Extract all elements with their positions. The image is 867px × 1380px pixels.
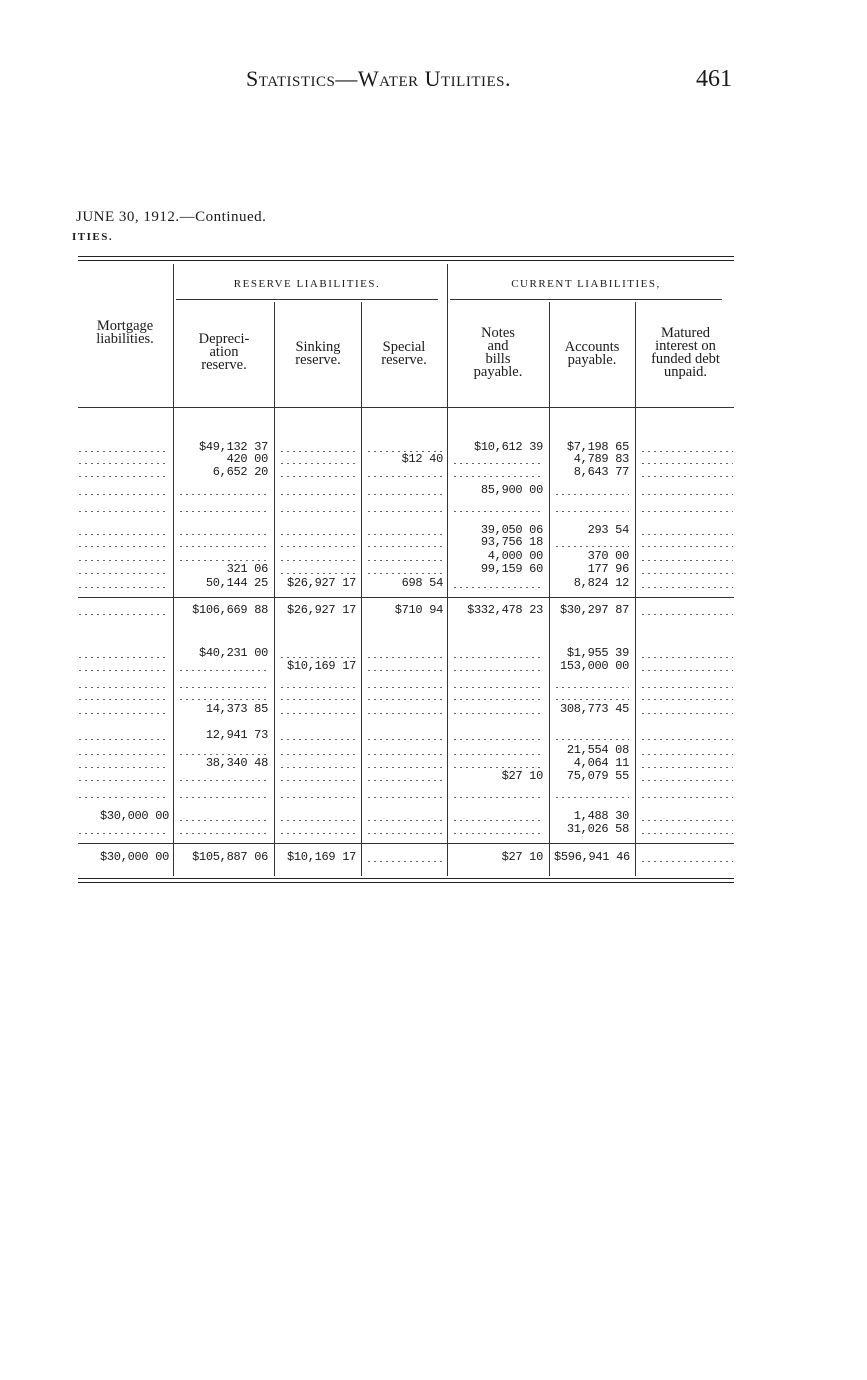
- table-row: [0, 647, 867, 660]
- cell-depreciation: 6,652 20: [212, 465, 268, 479]
- leader-dots: [640, 466, 733, 479]
- leader-dots: [77, 536, 169, 549]
- leader-dots: [366, 729, 443, 742]
- date-continued-line: JUNE 30, 1912.—Continued.: [76, 209, 267, 225]
- cell-sinking: $26,927 17: [286, 576, 356, 590]
- leader-dots: [77, 689, 169, 702]
- leader-dots: [77, 466, 169, 479]
- leader-dots: [640, 484, 733, 497]
- table-row: [0, 466, 867, 479]
- cell-accounts: 31,026 58: [566, 822, 629, 836]
- leader-dots: [77, 577, 169, 590]
- cell-depreciation: 12,941 73: [205, 728, 268, 742]
- leader-dots: [279, 689, 356, 702]
- cell-depreciation: 321 06: [226, 562, 268, 576]
- leader-dots: [452, 577, 543, 590]
- cell-accounts: 153,000 00: [559, 659, 629, 673]
- cell-special: 698 54: [401, 576, 443, 590]
- leader-dots: [554, 787, 629, 800]
- cell-sinking: $10,169 17: [286, 659, 356, 673]
- leader-dots: [366, 744, 443, 757]
- leader-dots: [77, 703, 169, 716]
- leader-dots: [366, 660, 443, 673]
- table-row: [0, 729, 867, 742]
- col-header-matured: Matured interest on funded debt unpaid.: [651, 325, 720, 380]
- leader-dots: [279, 563, 356, 576]
- current-group-rule: [450, 299, 722, 300]
- cell-notes: 99,159 60: [480, 562, 543, 576]
- cell-accounts: 370 00: [587, 549, 629, 563]
- leader-dots: [640, 703, 733, 716]
- leader-dots: [279, 757, 356, 770]
- table-top-rule: [78, 256, 734, 257]
- cell-depreciation: $49,132 37: [198, 440, 268, 454]
- leader-dots: [366, 770, 443, 783]
- leader-dots: [279, 466, 356, 479]
- cell-depreciation: 420 00: [226, 452, 268, 466]
- leader-dots: [366, 703, 443, 716]
- leader-dots: [366, 550, 443, 563]
- leader-dots: [77, 744, 169, 757]
- page-number: 461: [696, 66, 732, 92]
- leader-dots: [77, 757, 169, 770]
- cell-accounts: $7,198 65: [566, 440, 629, 454]
- leader-dots: [279, 729, 356, 742]
- col-header-accounts: Accounts payable.: [564, 339, 620, 368]
- leader-dots: [640, 823, 733, 836]
- leader-dots: [77, 453, 169, 466]
- leader-dots: [640, 647, 733, 660]
- table-row: [0, 604, 867, 617]
- leader-dots: [366, 501, 443, 514]
- leader-dots: [640, 604, 733, 617]
- table-row: [0, 744, 867, 757]
- leader-dots: [640, 851, 733, 864]
- leader-dots: [554, 501, 629, 514]
- col-header-special: Special reserve.: [381, 339, 427, 368]
- leader-dots: [452, 729, 543, 742]
- leader-dots: [640, 787, 733, 800]
- cell-accounts: 308,773 45: [559, 702, 629, 716]
- leader-dots: [452, 787, 543, 800]
- cell-notes: 39,050 06: [480, 523, 543, 537]
- leader-dots: [178, 823, 268, 836]
- leader-dots: [452, 466, 543, 479]
- cell-notes: 4,000 00: [487, 549, 543, 563]
- table-row: [0, 501, 867, 514]
- leader-dots: [279, 536, 356, 549]
- leader-dots: [452, 810, 543, 823]
- leader-dots: [640, 810, 733, 823]
- leader-dots: [77, 550, 169, 563]
- leader-dots: [279, 770, 356, 783]
- cell-notes: 93,756 18: [480, 535, 543, 549]
- table-row: [0, 757, 867, 770]
- leader-dots: [279, 703, 356, 716]
- table-row: [0, 851, 867, 864]
- leader-dots: [77, 787, 169, 800]
- leader-dots: [366, 484, 443, 497]
- leader-dots: [279, 550, 356, 563]
- leader-dots: [554, 484, 629, 497]
- leader-dots: [77, 660, 169, 673]
- cell-accounts: 4,064 11: [573, 756, 629, 770]
- leader-dots: [366, 757, 443, 770]
- table-row: [0, 484, 867, 497]
- leader-dots: [279, 744, 356, 757]
- leader-dots: [77, 823, 169, 836]
- cell-accounts: 21,554 08: [566, 743, 629, 757]
- leader-dots: [452, 744, 543, 757]
- leader-dots: [452, 453, 543, 466]
- leader-dots: [554, 689, 629, 702]
- leader-dots: [77, 484, 169, 497]
- cell-depreciation: $106,669 88: [192, 603, 268, 617]
- cell-special: $12 40: [401, 452, 443, 466]
- col-header-sinking: Sinking reserve.: [295, 339, 341, 368]
- leader-dots: [178, 501, 268, 514]
- leader-dots: [279, 484, 356, 497]
- leader-dots: [279, 810, 356, 823]
- reserve-group-rule: [176, 299, 438, 300]
- cell-notes: $10,612 39: [473, 440, 543, 454]
- cell-special: $710 94: [394, 603, 443, 617]
- leader-dots: [279, 823, 356, 836]
- leader-dots: [366, 689, 443, 702]
- leader-dots: [366, 810, 443, 823]
- table-row: [0, 536, 867, 549]
- leader-dots: [366, 536, 443, 549]
- leader-dots: [452, 703, 543, 716]
- leader-dots: [640, 501, 733, 514]
- table-row: [0, 689, 867, 702]
- current-liabilities-heading: CURRENT LIABILITIES,: [511, 278, 661, 290]
- leader-dots: [178, 810, 268, 823]
- leader-dots: [554, 536, 629, 549]
- col-header-depreciation: Depreci- ation reserve.: [198, 331, 250, 373]
- leader-dots: [279, 501, 356, 514]
- table-row: [0, 550, 867, 563]
- leader-dots: [178, 689, 268, 702]
- cell-depreciation: $40,231 00: [198, 646, 268, 660]
- cell-depreciation: 14,373 85: [205, 702, 268, 716]
- leader-dots: [640, 577, 733, 590]
- leader-dots: [452, 689, 543, 702]
- reserve-liabilities-heading: RESERVE LIABILITIES.: [233, 278, 381, 290]
- leader-dots: [452, 647, 543, 660]
- leader-dots: [452, 660, 543, 673]
- leader-dots: [452, 501, 543, 514]
- cell-accounts: 177 96: [587, 562, 629, 576]
- leader-dots: [640, 660, 733, 673]
- cell-accounts: $596,941 46: [554, 850, 630, 864]
- leader-dots: [640, 770, 733, 783]
- cell-depreciation: 38,340 48: [205, 756, 268, 770]
- cell-notes: $27 10: [501, 850, 543, 864]
- leader-dots: [640, 550, 733, 563]
- section-fragment: ITIES.: [72, 231, 114, 243]
- table-row: [0, 660, 867, 673]
- leader-dots: [366, 851, 443, 864]
- cell-sinking: $26,927 17: [286, 603, 356, 617]
- table-row: [0, 823, 867, 836]
- leader-dots: [178, 770, 268, 783]
- col-header-notes: Notes and bills payable.: [473, 325, 523, 380]
- leader-dots: [77, 770, 169, 783]
- leader-dots: [640, 729, 733, 742]
- table-row: [0, 770, 867, 783]
- leader-dots: [77, 563, 169, 576]
- cell-accounts: 4,789 83: [573, 452, 629, 466]
- leader-dots: [77, 647, 169, 660]
- cell-accounts: 1,488 30: [573, 809, 629, 823]
- cell-notes: $332,478 23: [467, 603, 543, 617]
- cell-depreciation: 50,144 25: [205, 576, 268, 590]
- leader-dots: [640, 453, 733, 466]
- leader-dots: [640, 563, 733, 576]
- cell-depreciation: $105,887 06: [192, 850, 268, 864]
- col-header-mortgage: Mortgage liabilities.: [96, 318, 154, 347]
- leader-dots: [554, 729, 629, 742]
- cell-notes: 85,900 00: [480, 483, 543, 497]
- cell-notes: $27 10: [501, 769, 543, 783]
- table-top-rule-2: [78, 260, 734, 261]
- table-bottom-rule-2: [78, 882, 734, 883]
- cell-accounts: $1,955 39: [566, 646, 629, 660]
- leader-dots: [77, 604, 169, 617]
- table-row: [0, 703, 867, 716]
- running-head-title: Statistics—Water Utilities.: [246, 66, 512, 91]
- table-row: [0, 453, 867, 466]
- cell-accounts: 8,824 12: [573, 576, 629, 590]
- leader-dots: [640, 744, 733, 757]
- table-row: [0, 577, 867, 590]
- cell-mortgage: $30,000 00: [99, 850, 169, 864]
- leader-dots: [178, 536, 268, 549]
- leader-dots: [640, 757, 733, 770]
- table-row: [0, 787, 867, 800]
- table-row: [0, 810, 867, 823]
- leader-dots: [77, 501, 169, 514]
- leader-dots: [366, 647, 443, 660]
- cell-accounts: 293 54: [587, 523, 629, 537]
- cell-accounts: $30,297 87: [559, 603, 629, 617]
- leader-dots: [77, 729, 169, 742]
- leader-dots: [178, 787, 268, 800]
- leader-dots: [452, 823, 543, 836]
- leader-dots: [366, 823, 443, 836]
- leader-dots: [279, 453, 356, 466]
- cell-mortgage: $30,000 00: [99, 809, 169, 823]
- table-row: [0, 563, 867, 576]
- cell-accounts: 75,079 55: [566, 769, 629, 783]
- leader-dots: [366, 787, 443, 800]
- leader-dots: [366, 466, 443, 479]
- cell-sinking: $10,169 17: [286, 850, 356, 864]
- leader-dots: [178, 660, 268, 673]
- leader-dots: [640, 536, 733, 549]
- leader-dots: [178, 484, 268, 497]
- cell-accounts: 8,643 77: [573, 465, 629, 479]
- leader-dots: [640, 689, 733, 702]
- table-bottom-rule: [78, 878, 734, 879]
- leader-dots: [366, 563, 443, 576]
- leader-dots: [279, 787, 356, 800]
